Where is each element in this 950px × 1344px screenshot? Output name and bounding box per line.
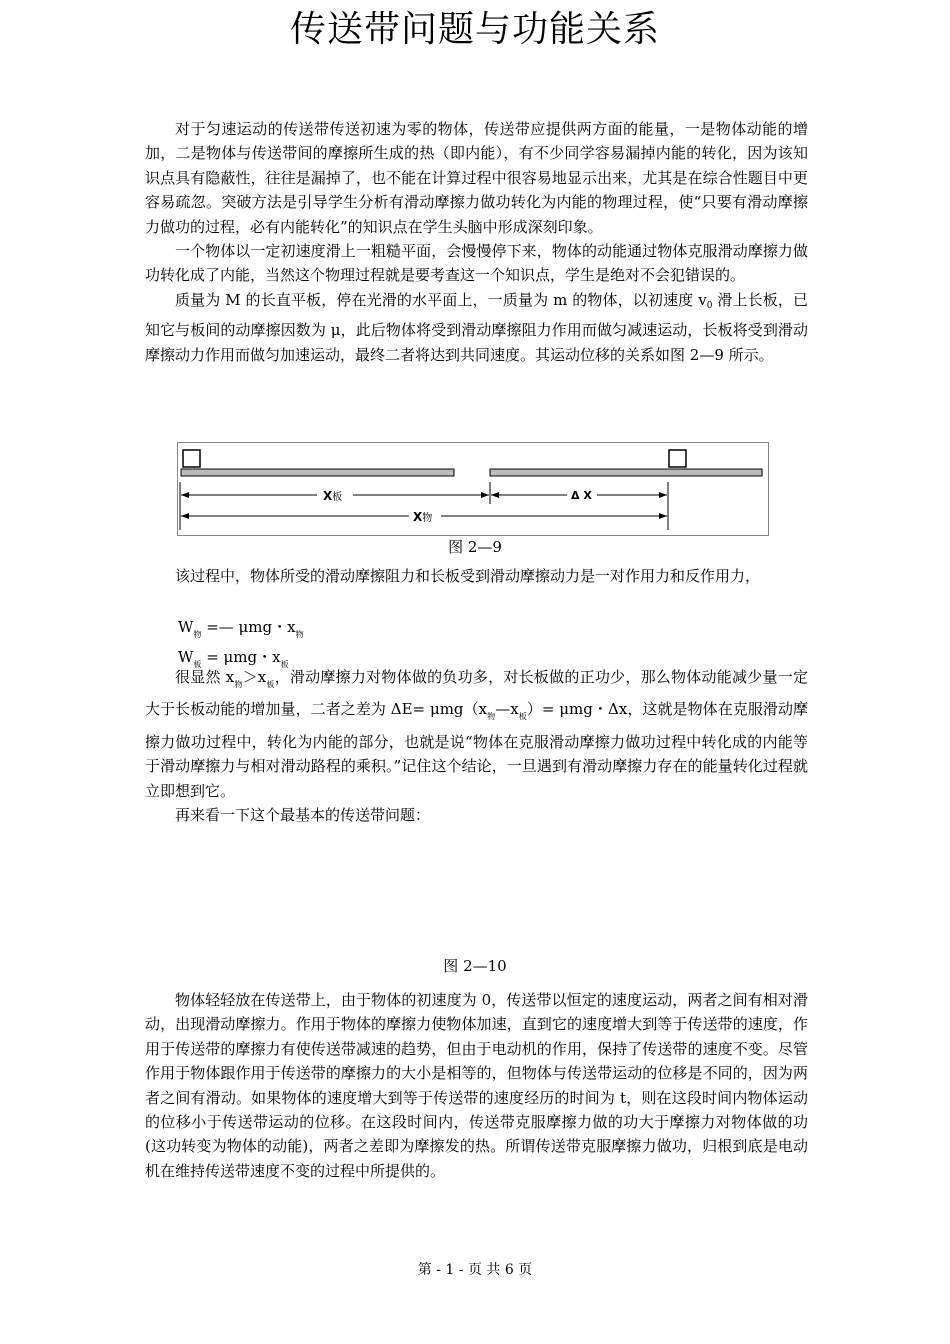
analysis-section [145,564,808,588]
board-end [490,469,762,476]
formula-work-board: $W_板 = \mu mg$・$x_板$ [178,648,289,669]
paragraph-6: 再来看一下这个最基本的传送带问题： [175,806,431,825]
page-footer: 第 - 1 - 页 共 6 页 [417,1262,533,1278]
conclusion-section [145,665,808,827]
figure-2-10-area [145,820,808,950]
board-start [181,469,454,476]
paragraph-1: 对于匀速运动的传送带传送初速为零的物体，传送带应提供两方面的能量，一是物体动能的增加，二是物体与传送带间的摩擦所生成的热（即内能），有不少同学容易漏掉内能的转化，因为该知识点具有隐蔽性，往往是漏掉了，也不能在计算过程中很容易地显示出来，尤其是在综合性题目中更容易疏忽。突破方法是引导学生分析有滑动摩擦力做功转化为内能的物理过程，使“只要有滑动摩擦力做功的过程，必有内能转化”的知识点在学生头脑中形成深刻印象。 [145,120,808,236]
page-title: 传送带问题与功能关系 [289,9,660,50]
figure-2-10-caption: 图 2—10 [443,957,507,975]
paragraph-7: 物体轻轻放在传送带上，由于物体的初速度为 0，传送带以恒定的速度运动，两者之间有相对滑动，出现滑动摩擦力。作用于物体的摩擦力使物体加速，直到它的速度增大到等于传送带的速度，作用于传送带的摩擦力有使传送带减速的趋势，但由于电动机的作用，保持了传送带的速度不变。尽管作用于物体跟作用于传送带的摩擦力的大小是相等的，但物体与传送带运动的位移是不同的，因为两者之间有滑动。如果物体的速度增大到等于传送带的速度经历的时间为 t，则在这段时间内物体运动的位移小于传送带运动的位移。在这段时间内，传送带克服摩擦力做的功大于摩擦力对物体做的功(这功转变为物体的动能)，两者之差即为摩擦发的热。所谓传送带克服摩擦力做功，归根到底是电动机在维持传送带速度不变的过程中所提供的。 [145,991,808,1180]
paragraph-2: 一个物体以一定初速度滑上一粗糙平面，会慢慢停下来，物体的动能通过物体克服滑动摩擦力做功转化成了内能，当然这个物理过程就是要考查这一个知识点，学生是绝对不会犯错误的。 [145,242,808,285]
label-x-board: X板 [323,489,343,503]
paragraph-3: 质量为 M 的长直平板，停在光滑的水平面上，一质量为 m 的物体，以初速度 $v_0$ 滑上长板，已知它与板间的动摩擦因数为 μ，此后物体将受到滑动摩擦阻力作用而做匀减速运动，长板将受到滑动摩擦动力作用而做匀加速运动，最终二者将达到共同速度。其运动位移的关系如图 2—9 所示。 [145,290,808,364]
paragraph-4: 该过程中，物体所受的滑动摩擦阻力和长板受到滑动摩擦动力是一对作用力和反作用力， [175,567,761,585]
block-end [669,450,686,467]
block-start [183,450,200,467]
intro-section [145,117,808,367]
label-delta-x: Δ X [571,489,592,502]
explanation-section [145,988,808,1183]
label-x-object: X物 [413,510,433,524]
paragraph-5: 很显然 $x_物>x_板$，滑动摩擦力对物体做的负功多，对长板做的正功少，那么物体动能减少量一定大于长板动能的增加量，二者之差为 $\Delta E= \mu mg(x_物—x_板)= \mu mg$・Δx，这就是物体在克服滑动摩擦力做功过程中，转化为内能的部分，也就是说“物体在克服滑动摩擦力做功过程中转化成的内能等于滑动摩擦力与相对滑动路程的乘积。”记住这个结论，一旦遇到有滑动摩擦力存在的能量转化过程就立即想到它。 [145,668,809,800]
figure-2-9 [177,442,769,536]
formula-work-object: $W_物$ =— μmg・$x_物$ [178,618,304,639]
figure-2-9-caption: 图 2—9 [448,538,502,556]
